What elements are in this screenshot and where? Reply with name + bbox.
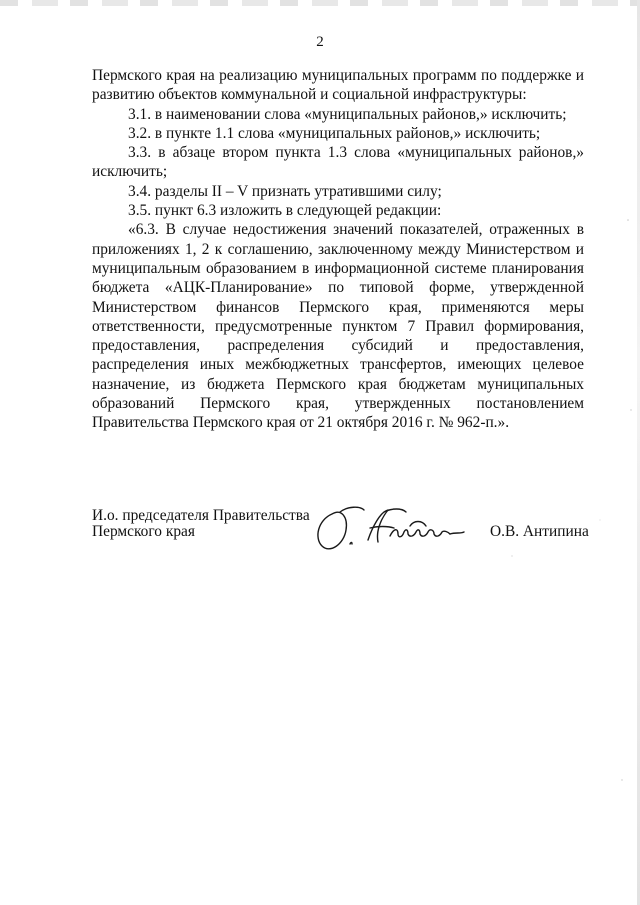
list-item-3-3: 3.3. в абзаце втором пункта 1.3 слова «муниципальных районов,» исключить; — [92, 144, 584, 181]
signatory-name: О.В. Антипина — [490, 523, 589, 540]
list-item-3-2: 3.2. в пункте 1.1 слова «муниципальных районов,» исключить; — [128, 124, 541, 142]
list-item-3-5: 3.5. пункт 6.3 изложить в следующей редакции: — [128, 202, 442, 220]
page-number: 2 — [316, 34, 324, 50]
signatory-title-line-1: И.о. председателя Правительства — [92, 507, 310, 524]
list-item-3-4: 3.4. разделы II – V признать утратившими силу; — [128, 182, 442, 200]
intro-paragraph: Пермского края на реализацию муниципальных программ по поддержке и развитию объектов коммунальной и социальной инфраструктуры: — [92, 67, 584, 104]
quoted-paragraph-6-3: «6.3. В случае недостижения значений показателей, отраженных в приложениях 1, 2 к соглашению, заключенному между Министерством и муниципальным образованием в информационной системе планирования бюджета «АЦК-Планирование» по типовой форме, утвержденной Министерством финансов Пермского края, применяются меры ответственности, предусмотренные пунктом 7 Правил формирования, предоставления, распределения субсидий и предоставления, распределения иных межбюджетных трансфертов, имеющих целевое назначение, из бюджета Пермского края бюджетам муниципальных образований Пермского края, утвержденных постановлением Правительства Пермского края от 21 октября 2016 г. № 962-п.». — [92, 221, 584, 432]
signatory-title-line-2: Пермского края — [92, 523, 195, 540]
list-item-3-1: 3.1. в наименовании слова «муниципальных районов,» исключить; — [128, 105, 567, 123]
